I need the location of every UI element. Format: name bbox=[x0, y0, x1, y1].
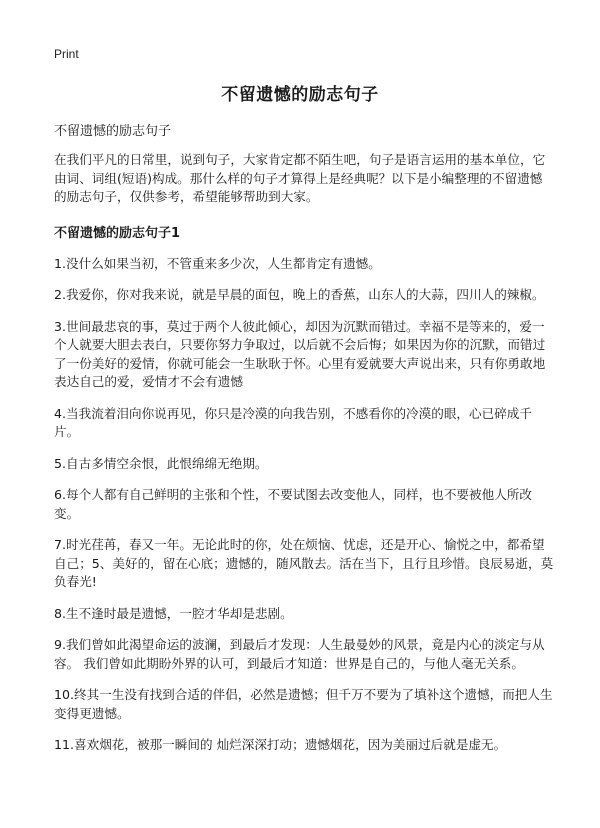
list-item: 11.喜欢烟花，被那一瞬间的 灿烂深深打动；遗憾烟花，因为美丽过后就是虚无。 bbox=[54, 737, 507, 752]
document-subtitle: 不留遗憾的励志句子 bbox=[54, 124, 172, 139]
list-item: 4.当我流着泪向你说再见，你只是冷漠的向我告别，不感看你的冷漠的眼，心已碎成千片。 bbox=[54, 405, 532, 439]
list-item: 6.每个人都有自己鲜明的主张和个性，不要试图去改变他人，同样，也不要被他人所改变。 bbox=[54, 487, 532, 521]
intro-paragraph: 在我们平凡的日常里，说到句子，大家肯定都不陌生吧，句子是语言运用的基本单位，它由词、词组(短语)构成。那什么样的句子才算得上是经典呢？以下是小编整理的不留遗憾的励志句子，仅供参考，希望能够帮助到大家。 bbox=[54, 152, 546, 204]
list-item: 1.没什么如果当初，不管重来多少次，人生都肯定有遗憾。 bbox=[54, 255, 381, 271]
print-link[interactable]: Print bbox=[54, 47, 79, 61]
article-body bbox=[54, 151, 554, 768]
list-item: 9.我们曾如此渴望命运的波澜，到最后才发现：人生最曼妙的风景，竟是内心的淡定与从容。 我们曾如此期盼外界的认可，到最后才知道：世界是自己的，与他人毫无关系。 bbox=[54, 637, 545, 671]
list-item: 3.世间最悲哀的事，莫过于两个人彼此倾心，却因为沉默而错过。幸福不是等来的，爱一个人就要大胆去表白，只要你努力争取过，以后就不会后悔；如果因为你的沉默，而错过了一份美好的爱情，你就可能会一生耿耿于怀。心里有爱就要大声说出来，只有你勇敢地表达自己的爱，爱情才不会有遗憾 bbox=[54, 318, 546, 389]
list-item: 5.自古多情空余恨，此恨绵绵无绝期。 bbox=[54, 455, 268, 471]
section-heading: 不留遗憾的励志句子1 bbox=[54, 225, 181, 241]
list-item: 8.生不逢时最是遗憾，一腔才华却是悲剧。 bbox=[54, 605, 293, 621]
page-title: 不留遗憾的励志句子 bbox=[221, 85, 379, 105]
list-item: 2.我爱你，你对我来说，就是早晨的面包，晚上的香蕉，山东人的大蒜，四川人的辣椒。 bbox=[54, 287, 545, 302]
list-item: 10.终其一生没有找到合适的伴侣，必然是遗憾；但千万不要为了填补这个遗憾，而把人生变得更遗憾。 bbox=[54, 687, 553, 721]
list-item: 7.时光荏苒，春又一年。无论此时的你，处在烦恼、忧虑，还是开心、愉悦之中，都希望自己；5、美好的，留在心底；遗憾的，随风散去。活在当下，且行且珍惜。良辰易逝，莫负春光! bbox=[54, 537, 554, 589]
